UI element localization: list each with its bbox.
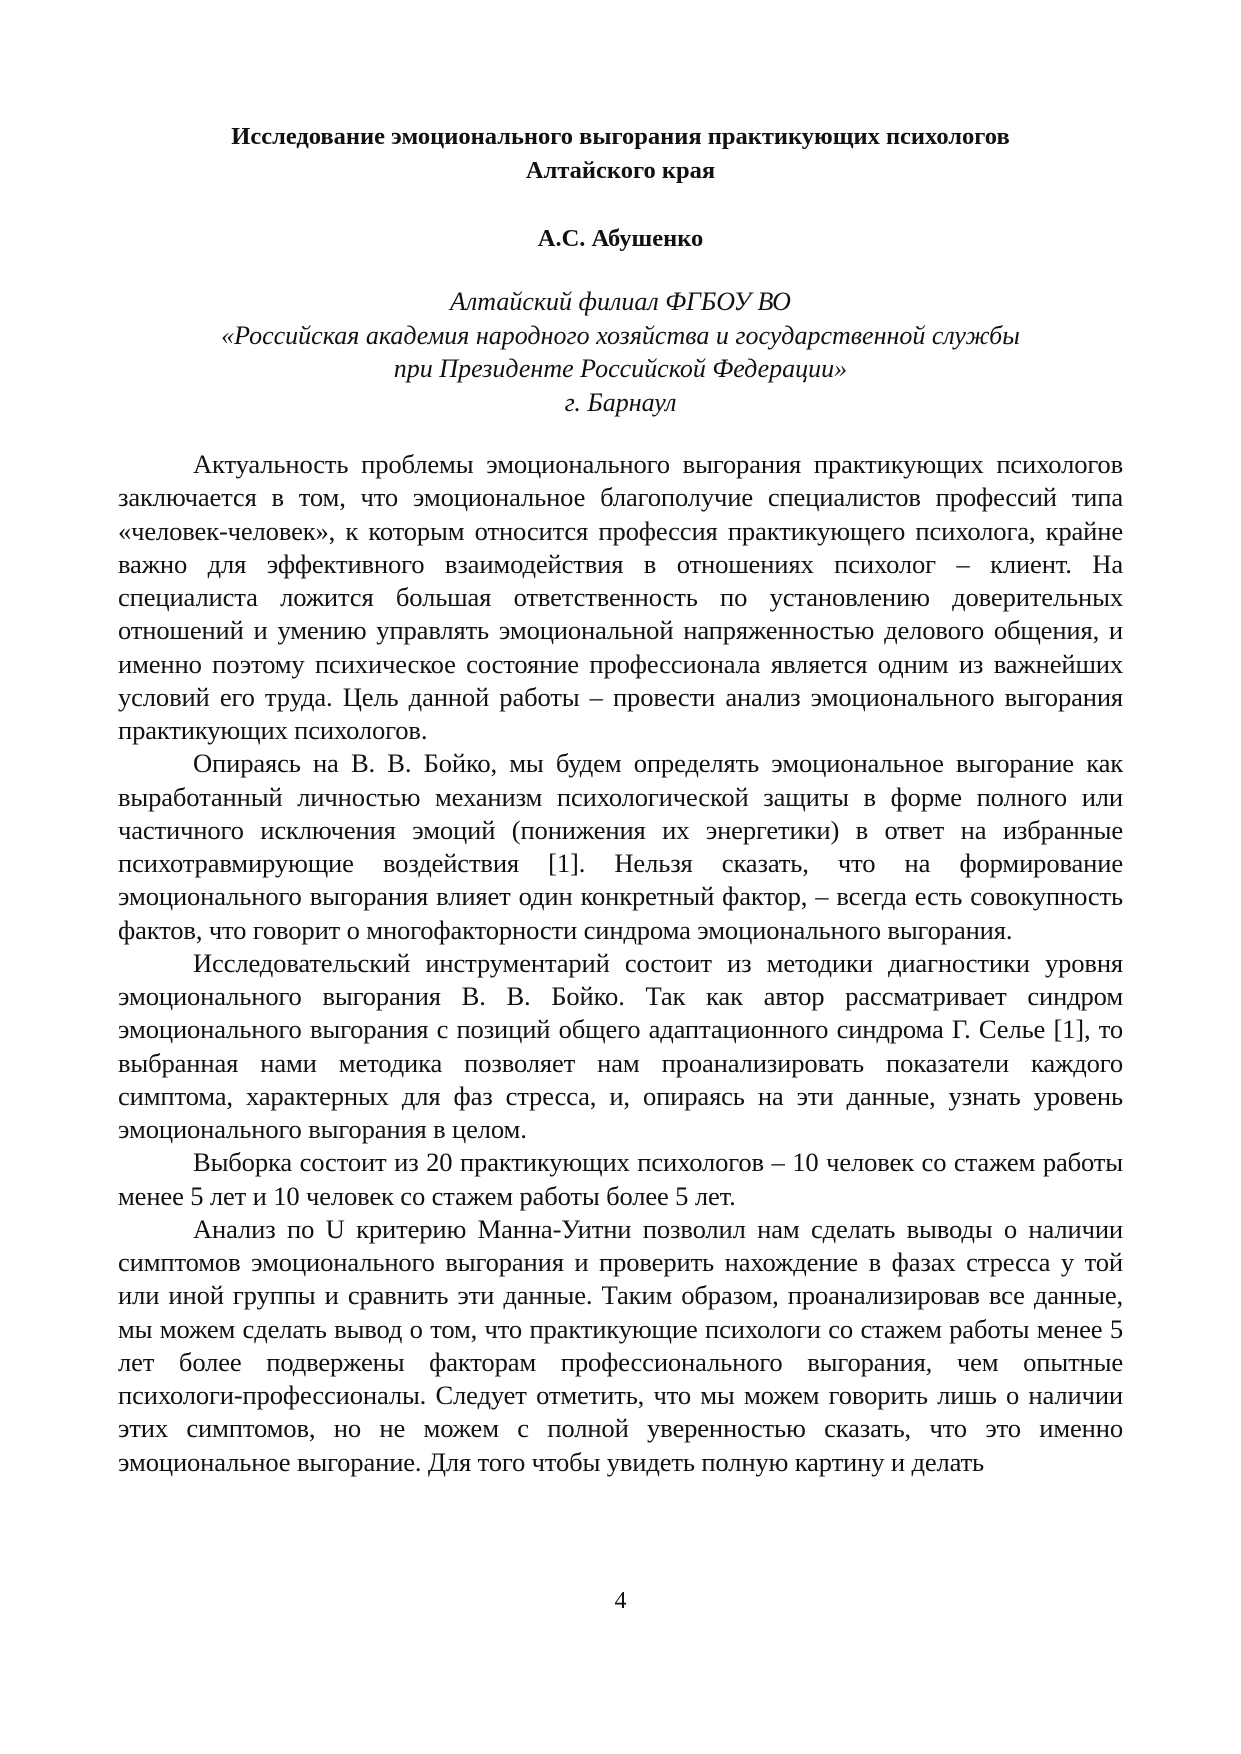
- paragraph-methods: Исследовательский инструментарий состоит из методики диагностики уровня эмоционального выгорания В. В. Бойко. Так как автор рассматривает синдром эмоционального выгорания с позиций общего адаптационного синдрома Г. Селье [1], то выбранная нами методика позволяет нам проанализировать показатели каждого симптома, характерных для фаз стресса, и, опираясь на эти данные, узнать уровень эмоционального выгорания в целом.: [118, 947, 1123, 1144]
- author-name: А.С. Абушенко: [537, 225, 704, 252]
- paragraph-sample: Выборка состоит из 20 практикующих психологов – 10 человек со стажем работы менее 5 лет и 10 человек со стажем работы более 5 лет.: [118, 1147, 1123, 1211]
- paper-title: [120, 120, 1121, 188]
- affiliation-line-3: при Президенте Российской Федерации»: [393, 354, 848, 383]
- paragraph-definition: Опираясь на В. В. Бойко, мы будем определять эмоциональное выгорание как выработанный личностью механизм психологической защиты в форме полного или частичного исключения эмоций (понижения их энергетики) в ответ на избранные психотравмирующие воздействия [1]. Нельзя сказать, что на формирование эмоционального выгорания влияет один конкретный фактор, – всегда есть совокупность фактов, что говорит о многофакторности синдрома эмоционального выгорания.: [118, 748, 1123, 945]
- paragraph-relevance: Актуальность проблемы эмоционального выгорания практикующих психологов заключается в том, что эмоциональное благополучие специалистов профессий типа «человек-человек», к которым относится профессия практикующего психолога, крайне важно для эффективного взаимодействия в отношениях психолог – клиент. На специалиста ложится большая ответственность по установлению доверительных отношений и умению управлять эмоциональной напряженностью делового общения, и именно поэтому психическое состояние профессионала является одним из важнейших условий его труда. Цель данной работы – провести анализ эмоционального выгорания практикующих психологов.: [118, 449, 1123, 745]
- affiliation-line-1: Алтайский филиал ФГБОУ ВО: [450, 287, 791, 316]
- title-line-1: Исследование эмоционального выгорания практикующих психологов: [231, 123, 1010, 150]
- body-text: [118, 448, 1123, 1479]
- page-number: 4: [614, 1588, 627, 1614]
- title-line-2: Алтайского края: [525, 157, 716, 184]
- affiliation-line-4: г. Барнаул: [564, 387, 677, 417]
- affiliation-block: [120, 285, 1121, 419]
- paragraph-analysis: Анализ по U критерию Манна-Уитни позволил нам сделать выводы о наличии симптомов эмоционального выгорания и проверить нахождение в фазах стресса у той или иной группы и сравнить эти данные. Таким образом, проанализировав все данные, мы можем сделать вывод о том, что практикующие психологи со стажем работы менее 5 лет более подвержены факторам профессионального выгорания, чем опытные психологи-профессионалы. Следует отметить, что мы можем говорить лишь о наличии этих симптомов, но не можем с полной уверенностью сказать, что это именно эмоциональное выгорание. Для того чтобы увидеть полную картину и делать: [118, 1213, 1123, 1477]
- affiliation-line-2: «Российская академия народного хозяйства и государственной службы: [221, 320, 1020, 350]
